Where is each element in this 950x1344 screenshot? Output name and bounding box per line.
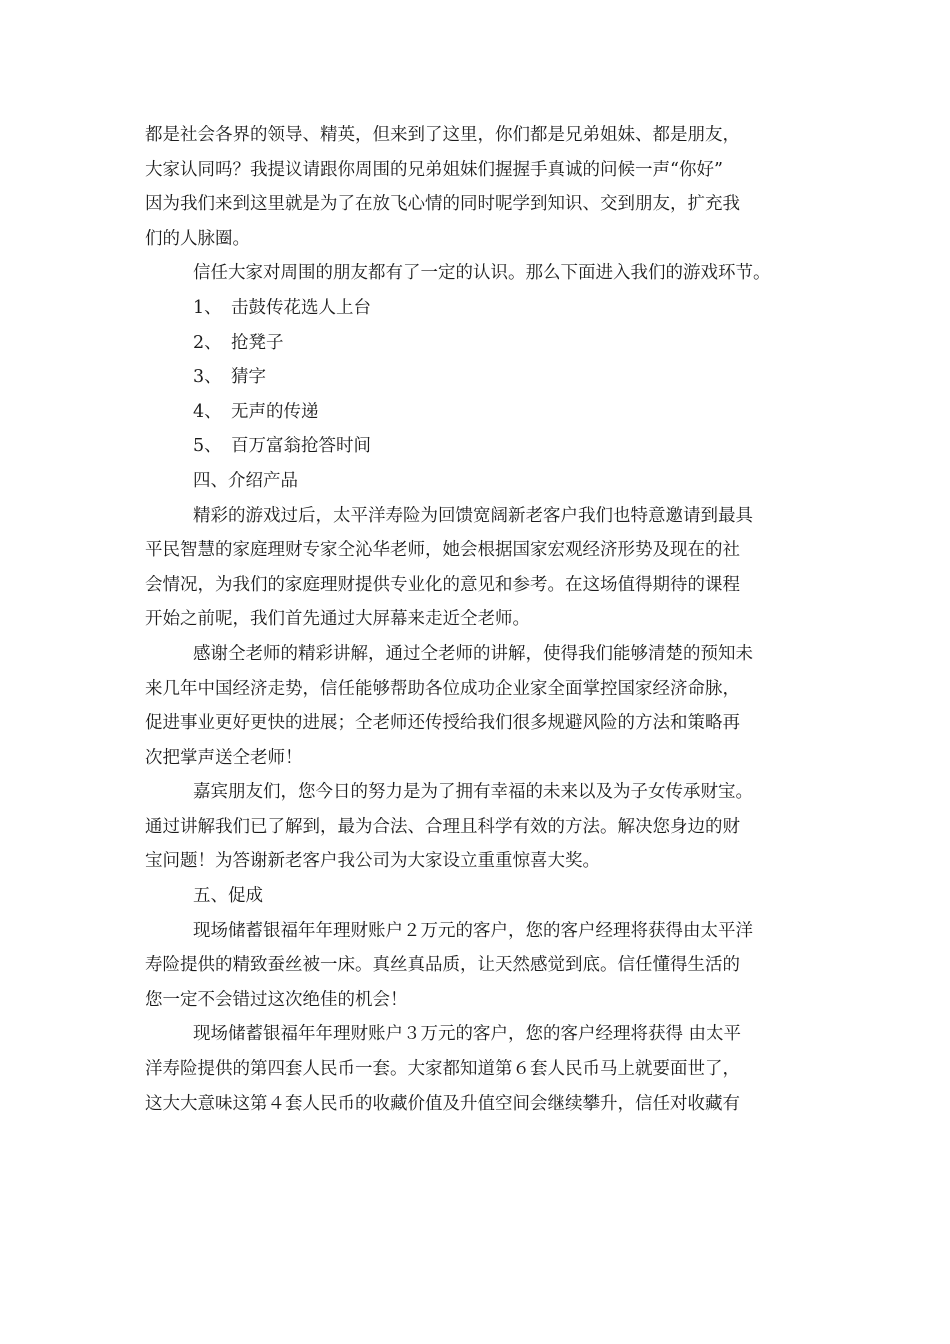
text-line: 通过讲解我们已了解到，最为合法、合理且科学有效的方法。解决您身边的财 (145, 816, 740, 837)
list-text: 百万富翁抢答时间 (231, 436, 371, 457)
paragraph-prize-2 (145, 1017, 835, 1121)
text-line: 您一定不会错过这次绝佳的机会！ (145, 989, 408, 1010)
list-text: 击鼓传花选人上台 (231, 297, 371, 318)
section-heading: 四、介绍产品 (193, 470, 298, 491)
paragraph-guests (145, 775, 835, 879)
list-item (145, 291, 835, 326)
text-line: 感谢仝老师的精彩讲解，通过仝老师的讲解，使得我们能够清楚的预知未 (193, 643, 753, 664)
paragraph-prize-1 (145, 914, 835, 1018)
section-heading: 五、促成 (193, 886, 263, 907)
text-line: 都是社会各界的领导、精英，但来到了这里，你们都是兄弟姐妹、都是朋友， (145, 125, 740, 145)
list-number: 2、 (193, 332, 222, 353)
list-item (145, 429, 835, 464)
text-line: 信任大家对周围的朋友都有了一定的认识。那么下面进入我们的游戏环节。 (193, 263, 771, 284)
text-line: 洋寿险提供的第四套人民币一套。大家都知道第６套人民币马上就要面世了， (145, 1059, 740, 1080)
paragraph-intro (145, 499, 835, 637)
list-text: 猜字 (231, 367, 266, 388)
text-line: 因为我们来到这里就是为了在放飞心情的同时呢学到知识、交到朋友，扩充我 (145, 194, 740, 215)
text-line: 这大大意味这第４套人民币的收藏价值及升值空间会继续攀升，信任对收藏有 (145, 1093, 740, 1114)
list-number: 5、 (193, 436, 222, 457)
list-item (145, 395, 835, 430)
list-number: 4、 (193, 401, 222, 422)
text-line: 来几年中国经济走势，信任能够帮助各位成功企业家全面掌控国家经济命脉， (145, 678, 740, 699)
text-line: 嘉宾朋友们，您今日的努力是为了拥有幸福的未来以及为子女传承财宝。 (193, 782, 753, 803)
list-item (145, 360, 835, 395)
text-line: 会情况，为我们的家庭理财提供专业化的意见和参考。在这场值得期待的课程 (145, 574, 740, 595)
text-line: 现场储蓄银福年年理财账户３万元的客户，您的客户经理将获得 由太平 (193, 1024, 742, 1045)
text-line: 平民智慧的家庭理财专家仝沁华老师，她会根据国家宏观经济形势及现在的社 (145, 540, 740, 561)
text-line: 促进事业更好更快的进展；仝老师还传授给我们很多规避风险的方法和策略再 (145, 713, 740, 734)
list-text: 抢凳子 (231, 332, 284, 353)
text-line: 大家认同吗？我提议请跟你周围的兄弟姐妹们握握手真诚的问候一声“你好” (145, 159, 723, 180)
text-line: 精彩的游戏过后，太平洋寿险为回馈宽阔新老客户我们也特意邀请到最具 (193, 505, 753, 526)
text-line: 开始之前呢，我们首先通过大屏幕来走近仝老师。 (145, 609, 530, 630)
paragraph-thanks (145, 637, 835, 775)
text-line: 次把掌声送仝老师！ (145, 747, 303, 768)
list-number: 1、 (193, 297, 222, 318)
list-number: 3、 (193, 367, 222, 388)
text-line: 现场储蓄银福年年理财账户２万元的客户，您的客户经理将获得由太平洋 (193, 920, 753, 941)
list-text: 无声的传递 (231, 401, 319, 422)
document-body (145, 118, 835, 1121)
game-list (145, 291, 835, 464)
text-line: 寿险提供的精致蚕丝被一床。真丝真品质，让天然感觉到底。信任懂得生活的 (145, 955, 740, 976)
text-line: 们的人脉圈。 (145, 228, 250, 249)
text-line: 宝问题！为答谢新老客户我公司为大家设立重重惊喜大奖。 (145, 851, 600, 872)
list-item (145, 326, 835, 361)
